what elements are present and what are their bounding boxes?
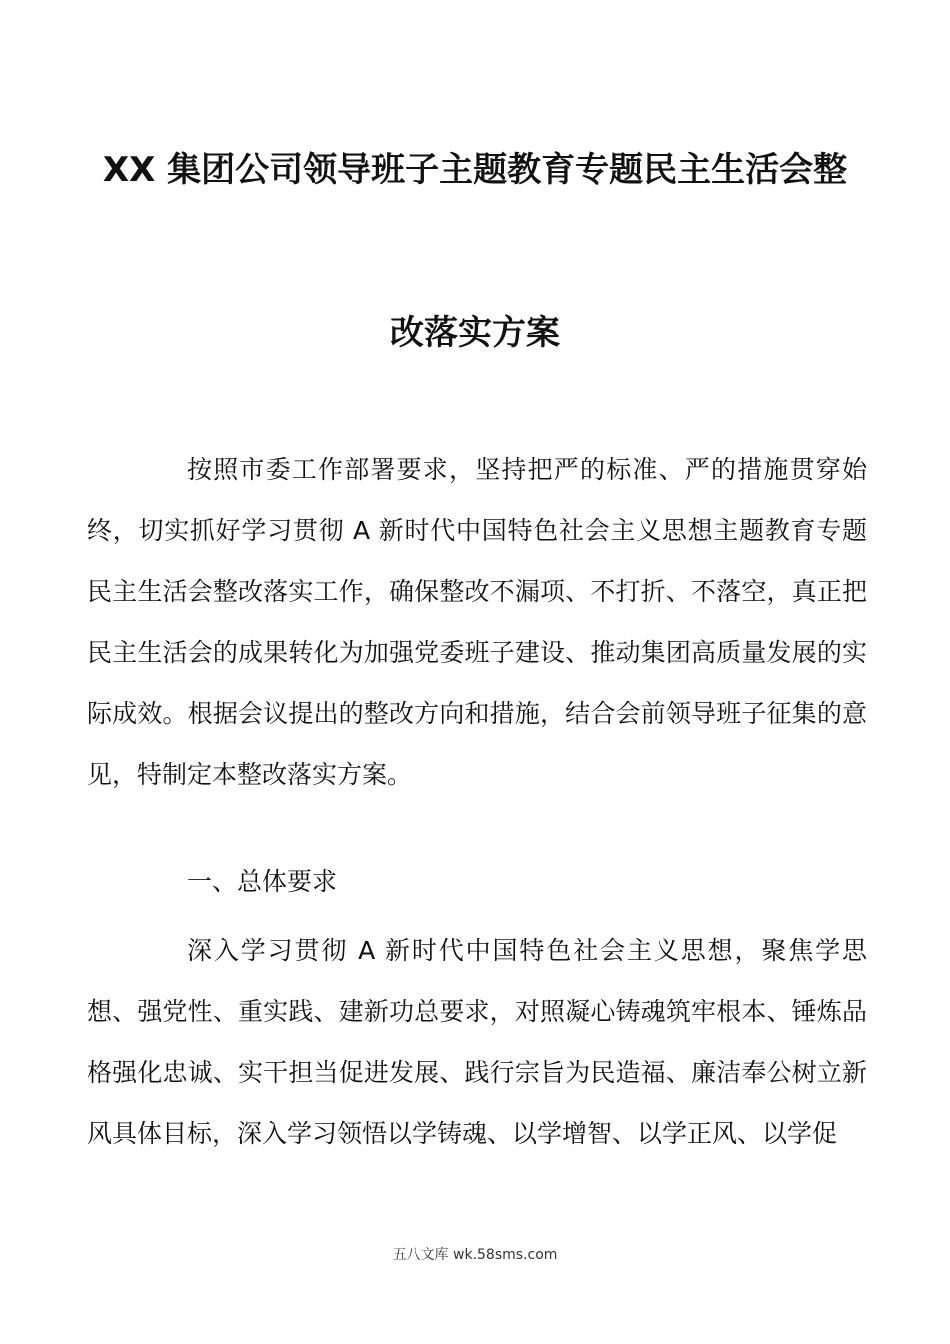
- document-title-line-1: XX 集团公司领导班子主题教育专题民主生活会整: [102, 150, 848, 190]
- intro-paragraph: 按照市委工作部署要求，坚持把严的标准、严的措施贯穿始终，切实抓好学习贯彻 A 新时代中国特色社会主义思想主题教育专题民主生活会整改落实工作，确保整改不漏项、不打折、不落空，真正把民主生活会的成果转化为加强党委班子建设、推动集团高质量发展的实际成效。根据会议提出的整改方向和措施，结合会前领导班子征集的意见，特制定本整改落实方案。: [87, 455, 867, 789]
- document-title-line-2: 改落实方案: [390, 313, 560, 353]
- footer-watermark: 五八文库 wk.58sms.com: [392, 1247, 558, 1263]
- section-paragraph: 深入学习贯彻 A 新时代中国特色社会主义思想，聚焦学思想、强党性、重实践、建新功总要求，对照凝心铸魂筑牢根本、锤炼品格强化忠诚、实干担当促进发展、践行宗旨为民造福、廉洁奉公树立新风具体目标，深入学习领悟以学铸魂、以学增智、以学正风、以学促: [87, 936, 867, 1148]
- section-heading-general-requirements: 一、总体要求: [187, 867, 338, 896]
